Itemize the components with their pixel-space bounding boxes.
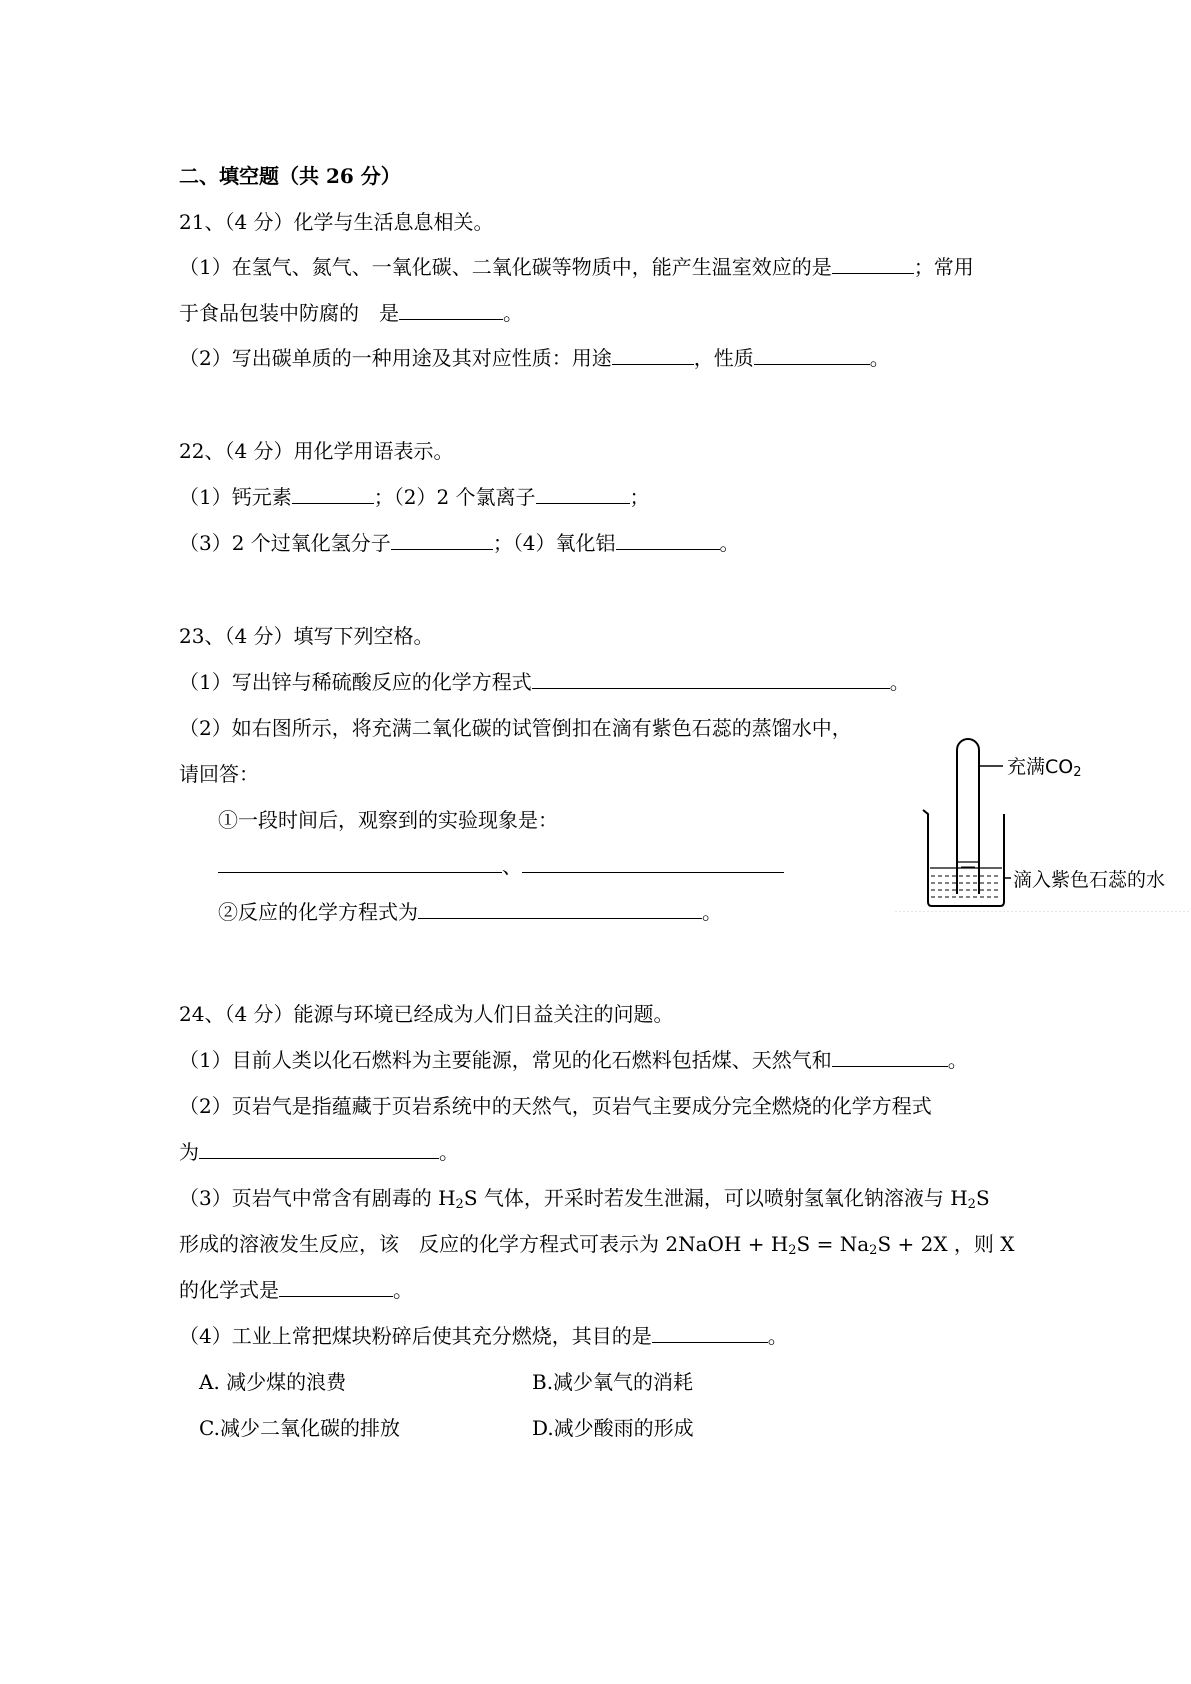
q24-option-d[interactable]: D.减少酸雨的形成 (532, 1416, 694, 1440)
q24-option-b[interactable]: B.减少氧气的消耗 (532, 1370, 694, 1394)
q24-p1-end: 。 (947, 1048, 968, 1072)
q24-part3-line2 (179, 1230, 1015, 1265)
section-title: 二、填空题（共 26 分） (179, 164, 401, 188)
q23-s2: ②反应的化学方程式为 (218, 900, 418, 924)
q24-p3-d: 形成的溶液发生反应，该 反应的化学方程式可表示为 2NaOH + H (179, 1232, 789, 1256)
q24-p4: （4）工业上常把煤块粉碎后使其充分燃烧，其目的是 (179, 1324, 652, 1348)
q23-sub1: ①一段时间后，观察到的实验现象是： (218, 808, 558, 832)
q24-blank-2[interactable] (199, 1138, 439, 1159)
q24-p3-c: S (975, 1186, 990, 1210)
q22-end: 。 (719, 531, 740, 555)
q24-sub-3: 2 (788, 1243, 797, 1258)
figure-label-top (1007, 752, 1082, 780)
q21-p1-end: 。 (503, 301, 523, 325)
q23-p1-end: 。 (889, 670, 910, 694)
q23-blank-4[interactable] (418, 898, 702, 919)
q24-p3-a: （3）页岩气中常含有剧毒的 H (179, 1186, 456, 1210)
q21-p2-text-b: ，性质 (693, 346, 754, 370)
experiment-figure (895, 732, 1191, 912)
q23-part1 (179, 668, 910, 696)
q24-sub-4: 2 (869, 1243, 878, 1258)
q24-part2-cont (179, 1138, 459, 1166)
q24-blank-1[interactable] (832, 1046, 948, 1067)
q22-p1: （1）钙元素 (179, 485, 292, 509)
figure-label-top-text: 充满CO (1007, 756, 1074, 778)
q22-blank-4[interactable] (616, 529, 720, 550)
q24-p2-cont: 为 (179, 1140, 199, 1164)
q24-part2: （2）页岩气是指蕴藏于页岩系统中的天然气，页岩气主要成分完全燃烧的化学方程式 (179, 1094, 932, 1118)
q21-blank-2[interactable] (399, 299, 503, 320)
q22-blank-2[interactable] (536, 483, 630, 504)
q24-p2-end: 。 (439, 1140, 459, 1164)
q23-blank-2[interactable] (218, 852, 502, 873)
q23-s2-end: 。 (702, 900, 722, 924)
q24-blank-4[interactable] (652, 1322, 768, 1343)
q22-sep1: ； (373, 485, 394, 509)
q22-blank-1[interactable] (292, 483, 374, 504)
q23-part2: （2）如右图所示，将充满二氧化碳的试管倒扣在滴有紫色石蕊的蒸馏水中， (179, 716, 852, 740)
q24-part3-line1 (179, 1184, 990, 1219)
q24-p3-e: S = Na (796, 1232, 870, 1256)
q24-p3-g: 的化学式是 (179, 1278, 279, 1302)
q24-part1 (179, 1046, 968, 1074)
q24-option-a[interactable]: A. 减少煤的浪费 (199, 1370, 347, 1394)
q22-blank-3[interactable] (391, 529, 493, 550)
q21-p2-text: （2）写出碳单质的一种用途及其对应性质：用途 (179, 346, 612, 370)
q24-sub-1: 2 (455, 1197, 464, 1212)
q22-p3: （3）2 个过氧化氢分子 (179, 531, 391, 555)
q23-p1: （1）写出锌与稀硫酸反应的化学方程式 (179, 670, 532, 694)
q21-blank-3[interactable] (612, 344, 694, 365)
q24-p3-b: S 气体，开采时若发生泄漏，可以喷射氢氧化钠溶液与 H (463, 1186, 968, 1210)
q24-part4 (179, 1322, 788, 1350)
q21-p1-text-c: 于食品包装中防腐的 是 (179, 301, 399, 325)
q23-part2-cont: 请回答： (179, 762, 259, 786)
q21-blank-4[interactable] (754, 344, 870, 365)
q23-sub1-sep: 、 (502, 854, 522, 878)
q21-blank-1[interactable] (832, 253, 914, 274)
q24-p4-end: 。 (767, 1324, 788, 1348)
q21-p1-text-b: ；常用 (913, 255, 974, 279)
q22-line1 (179, 483, 650, 511)
q22-line2 (179, 529, 740, 557)
q21-p2-end: 。 (869, 346, 890, 370)
q24-stem: 24、（4 分）能源与环境已经成为人们日益关注的问题。 (179, 1002, 674, 1026)
q23-blank-1[interactable] (532, 668, 890, 689)
q24-p3-end: 。 (393, 1278, 413, 1302)
q24-p1: （1）目前人类以化石燃料为主要能源，常见的化石燃料包括煤、天然气和 (179, 1048, 832, 1072)
q21-part1-line1 (179, 253, 974, 281)
q23-sub1-answer (218, 852, 784, 880)
q22-p4: （4）氧化铝 (512, 531, 616, 555)
q21-stem: 21、（4 分）化学与生活息息相关。 (179, 210, 494, 234)
q24-option-c[interactable]: C.减少二氧化碳的排放 (199, 1416, 400, 1440)
q23-blank-3[interactable] (522, 852, 784, 873)
q24-blank-3[interactable] (279, 1276, 393, 1297)
q21-p1-text: （1）在氢气、氮气、一氧化碳、二氧化碳等物质中，能产生温室效应的是 (179, 255, 832, 279)
q24-sub-2: 2 (967, 1197, 976, 1212)
q24-part3-line3 (179, 1276, 413, 1304)
figure-label-bottom: 滴入紫色石蕊的水 (1013, 869, 1166, 891)
q21-part1-line2 (179, 299, 523, 327)
q22-sep3: ； (492, 531, 513, 555)
q22-sep2: ； (629, 485, 650, 509)
q23-sub2 (218, 898, 722, 926)
q24-p3-f: S + 2X ，则 X (877, 1232, 1015, 1256)
q22-stem: 22、（4 分）用化学用语表示。 (179, 439, 454, 463)
q23-stem: 23、（4 分）填写下列空格。 (179, 624, 434, 648)
figure-label-top-sub: 2 (1073, 765, 1082, 780)
q22-p2: （2）2 个氯离子 (393, 485, 536, 509)
q21-part2 (179, 344, 890, 372)
